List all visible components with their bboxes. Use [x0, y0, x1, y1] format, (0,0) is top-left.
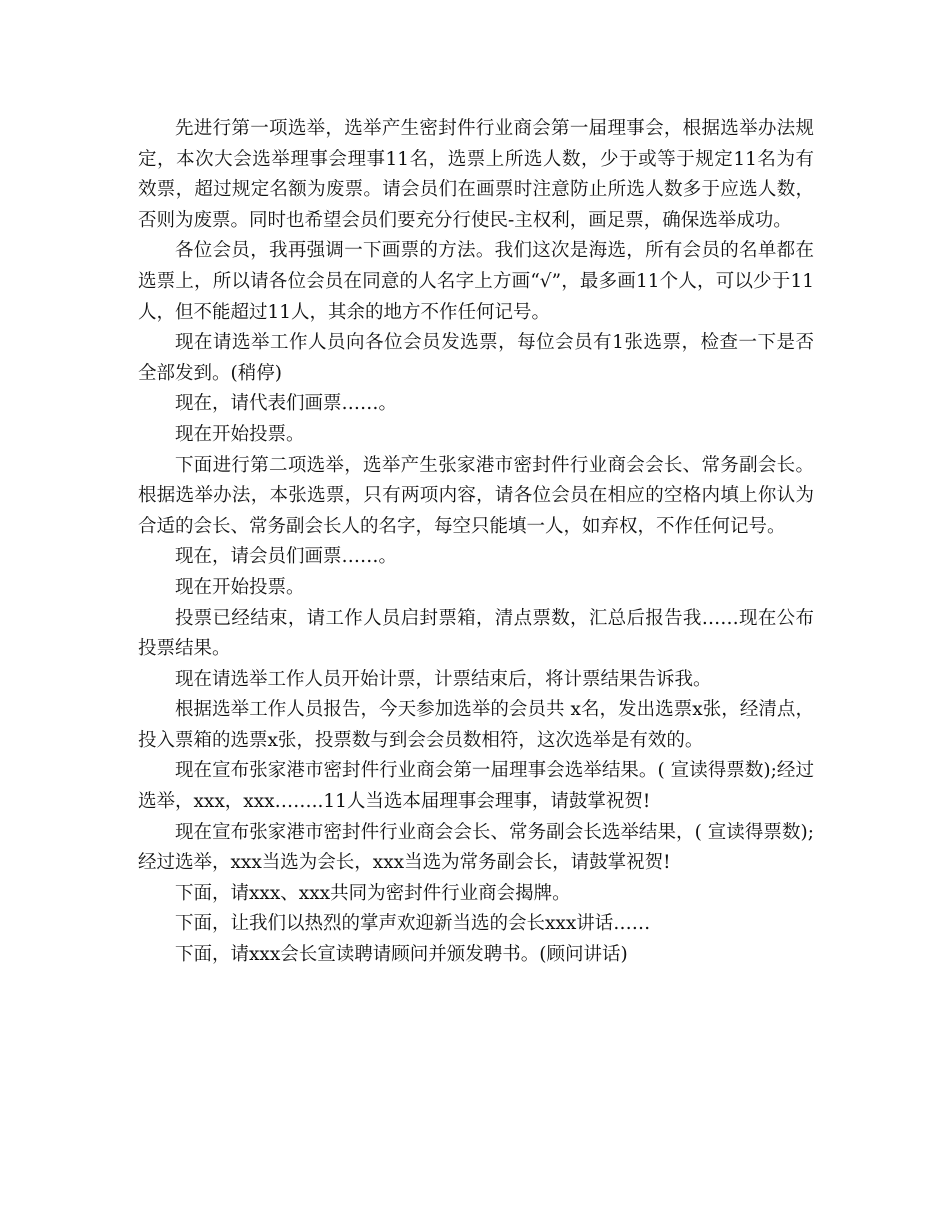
paragraph-distribute-ballots: 现在请选举工作人员向各位会员发选票，每位会员有1张选票，检查一下是否全部发到。(稍停): [138, 332, 814, 384]
paragraph-mark-ballots-2: 现在，请会员们画票……。: [175, 546, 398, 568]
paragraph-mark-ballots: 现在，请代表们画票……。: [175, 393, 398, 415]
paragraph-start-voting: 现在开始投票。: [175, 423, 305, 445]
paragraph-count-votes: 现在请选举工作人员开始计票，计票结束后，将计票结果告诉我。: [175, 668, 712, 690]
paragraph-council-results: 现在宣布张家港市密封件行业商会第一届理事会选举结果。( 宣读得票数);经过选举，xxx，xxx……..11人当选本届理事会理事，请鼓掌祝贺!: [138, 760, 814, 813]
document-body: [138, 114, 814, 971]
paragraph-voting-ended: 投票已经结束，请工作人员启封票箱，清点票数，汇总后报告我……现在公布投票结果。: [138, 607, 814, 660]
paragraph-unveiling: 下面，请xxx、xxx共同为密封件行业商会揭牌。: [175, 882, 571, 904]
paragraph-president-speech: 下面，让我们以热烈的掌声欢迎新当选的会长xxx讲话……: [175, 913, 651, 935]
paragraph-advisor-appointment: 下面，请xxx会长宣读聘请顾问并颁发聘书。(顾问讲话): [175, 944, 628, 966]
paragraph-first-election: 先进行第一项选举，选举产生密封件行业商会第一届理事会，根据选举办法规定，本次大会选举理事会理事11名，选票上所选人数，少于或等于规定11名为有效票，超过规定名额为废票。请会员们在画票时注意防止所选人数多于应选人数，否则为废票。同时也希望会员们要充分行使民-主权利，画足票，确保选举成功。: [138, 118, 814, 231]
paragraph-ballot-method: 各位会员，我再强调一下画票的方法。我们这次是海选，所有会员的名单都在选票上，所以请各位会员在同意的人名字上方画“√”，最多画11个人，可以少于11人，但不能超过11人，其余的地方不作任何记号。: [138, 240, 814, 323]
paragraph-start-voting-2: 现在开始投票。: [175, 576, 305, 598]
paragraph-second-election: 下面进行第二项选举，选举产生张家港市密封件行业商会会长、常务副会长。根据选举办法，本张选票，只有两项内容，请各位会员在相应的空格内填上你认为合适的会长、常务副会长人的名字，每空只能填一人，如弃权，不作任何记号。: [138, 454, 814, 537]
paragraph-count-report: 根据选举工作人员报告，今天参加选举的会员共 x名，发出选票x张，经清点，投入票箱的选票x张，投票数与到会会员数相符，这次选举是有效的。: [138, 699, 814, 751]
paragraph-president-results: 现在宣布张家港市密封件行业商会会长、常务副会长选举结果，( 宣读得票数);经过选举，xxx当选为会长，xxx当选为常务副会长，请鼓掌祝贺!: [138, 821, 814, 874]
